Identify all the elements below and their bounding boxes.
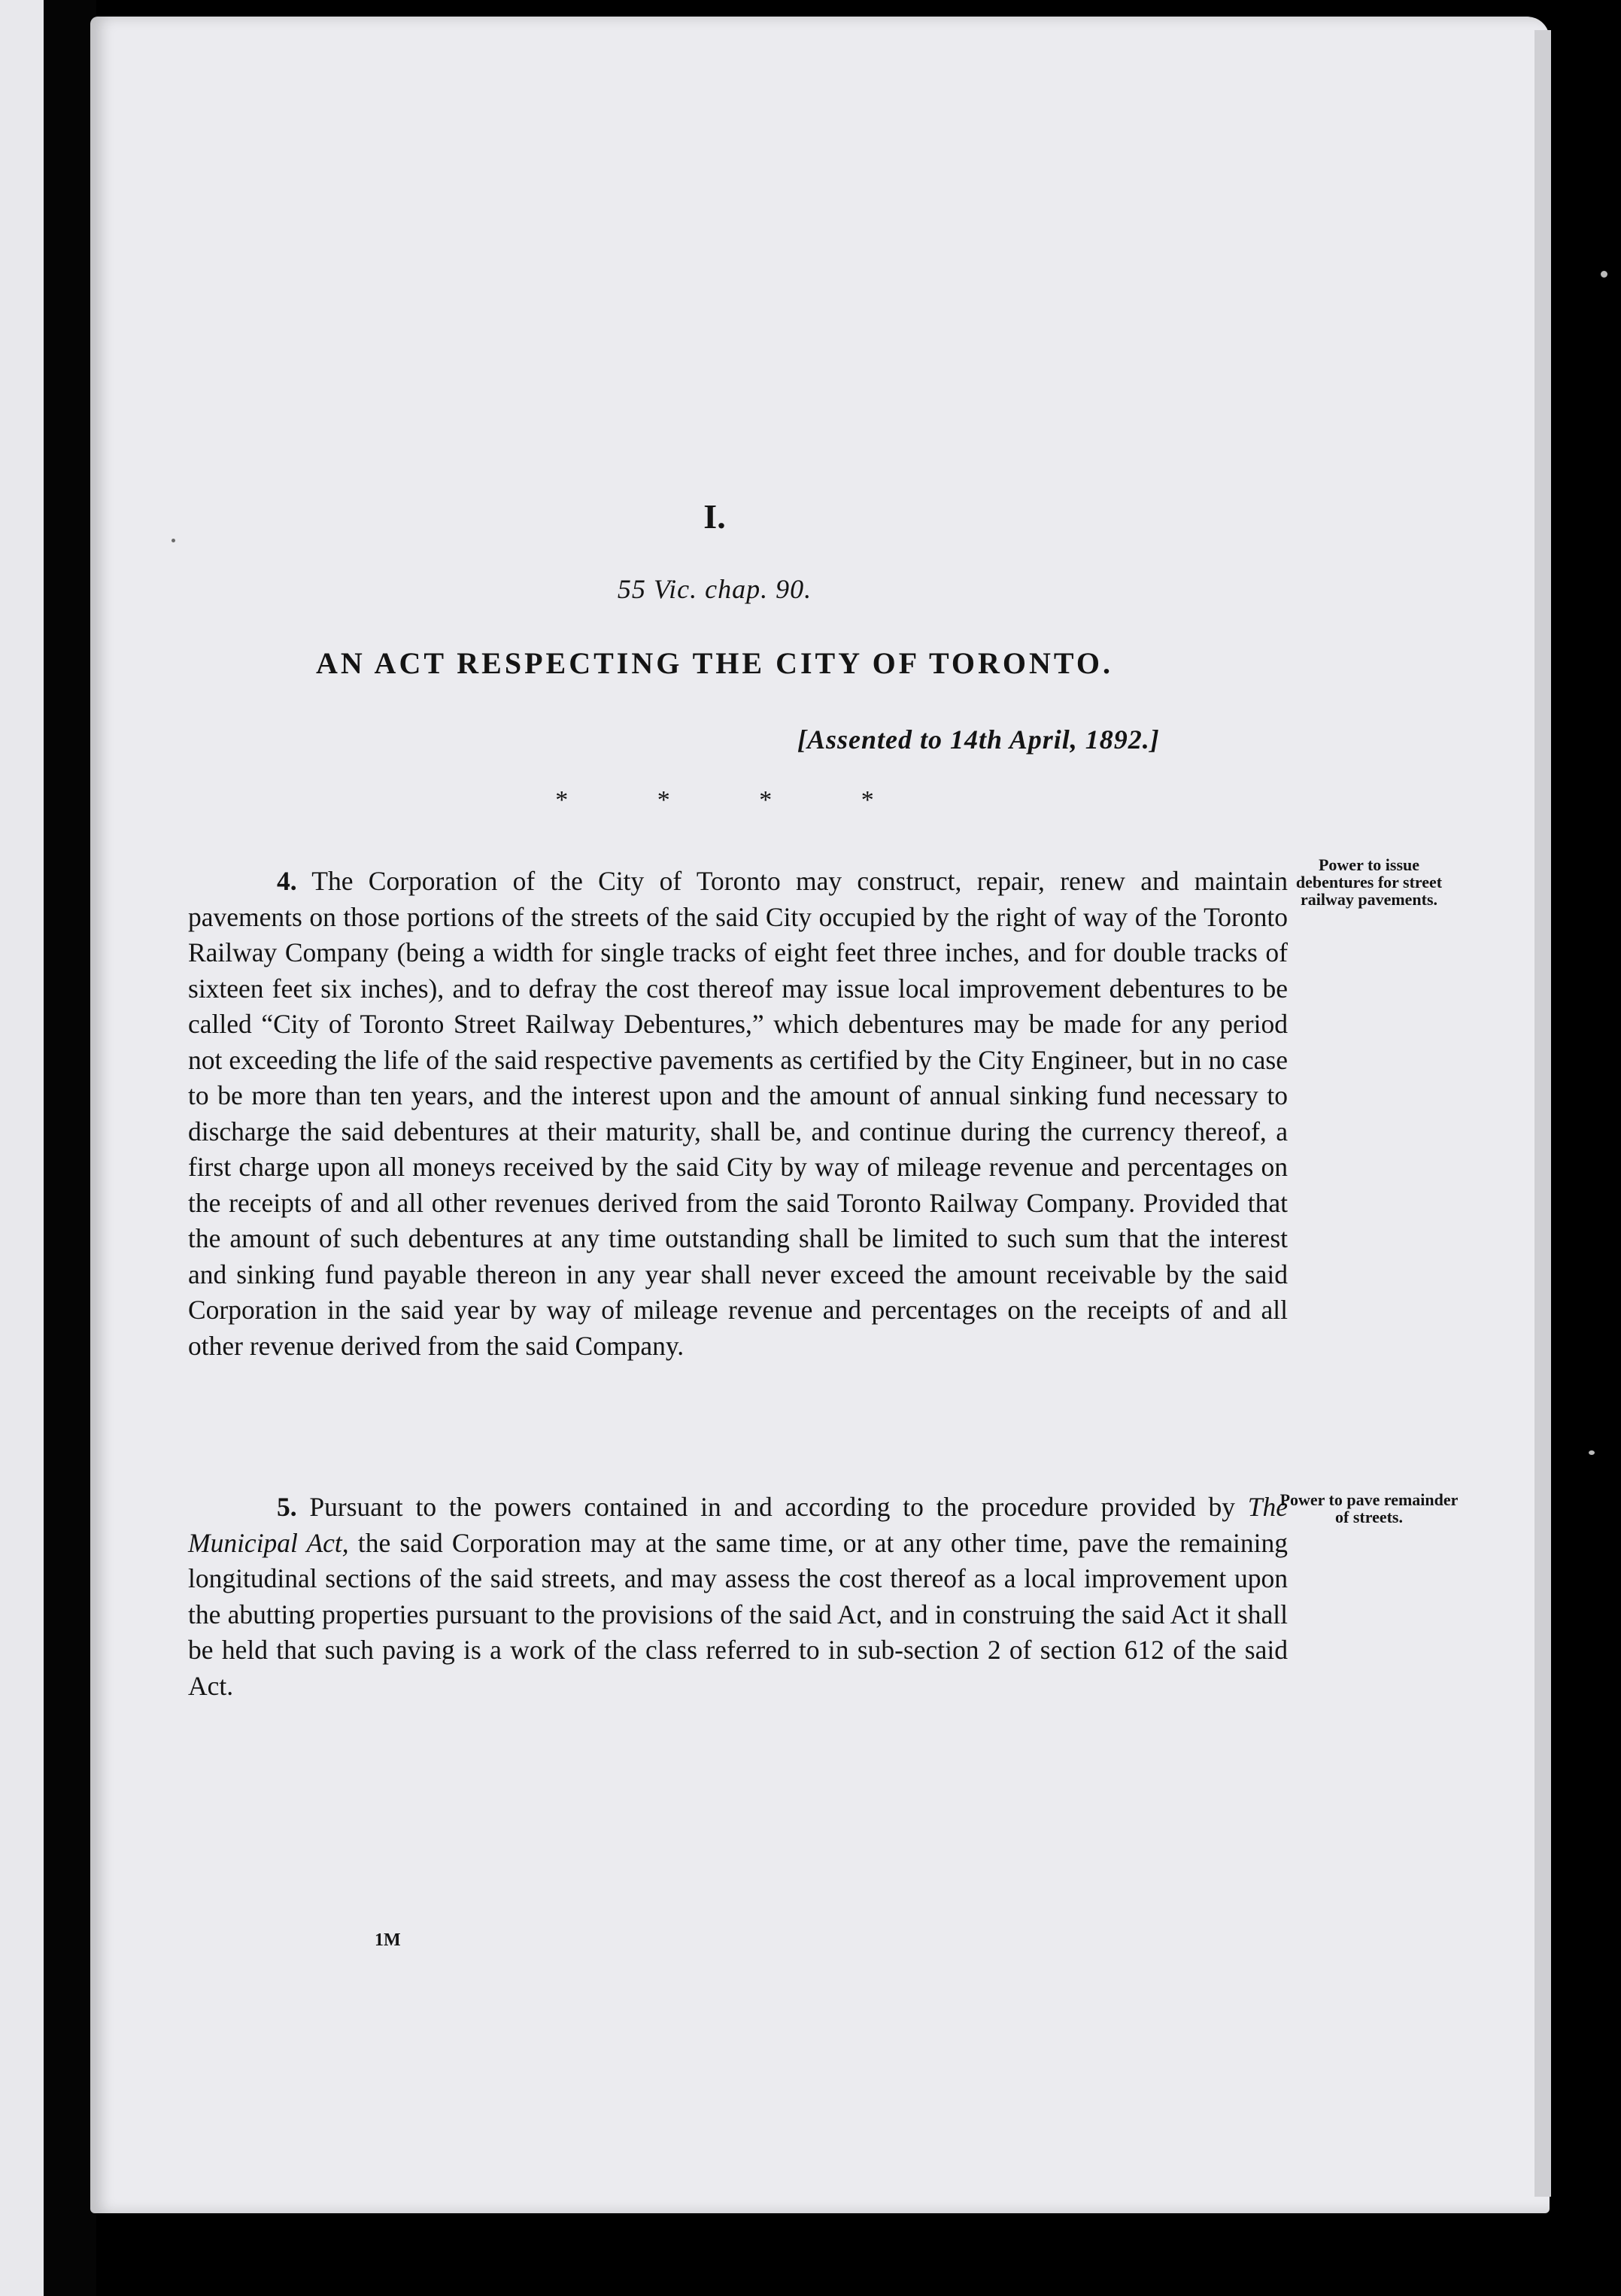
section-5-number: 5. bbox=[277, 1492, 297, 1522]
section-4-text: The Corporation of the City of Toronto may construct, repair, renew and maintain pavements on those portions of the streets of the said City occupied by the right of way of the Toronto Railway Company (being a width for single tracks of eight feet three inches, and for double tracks of sixteen feet six inches), and to defray the cost thereof may issue local improvement debentures to be called “City of Toronto Street Railway Debentures,” which debentures may be made for any period not exceeding the life of the said respective pavements as certified by the City Engineer, but in no case to be more than ten years, and the interest upon and the amount of annual sinking fund necessary to discharge the said debentures at their maturity, shall be, and continue during the currency thereof, a first charge upon all moneys received by the said City by way of mileage revenue and percentages on the receipts of and all other revenues derived from the said Toronto Railway Company. Provided that the amount of such debentures at any time outstanding shall be limited to such sum that the interest and sinking fund payable thereon in any year shall never exceed the amount receivable by the said Corporation in the said year by way of mileage revenue and percentages on the receipts of and all other revenue derived from the said Company. bbox=[188, 866, 1289, 1361]
page-edge bbox=[1534, 30, 1551, 2197]
signature-mark: 1M bbox=[375, 1930, 401, 1950]
scan-speck bbox=[1589, 1450, 1595, 1455]
assent-date: [Assented to 14th April, 1892.] bbox=[797, 724, 1160, 755]
chapter-reference: 55 Vic. chap. 90. bbox=[617, 574, 812, 604]
book-spine-shadow bbox=[44, 0, 96, 2296]
omission-stars: * * * * bbox=[555, 786, 874, 814]
section-number: I. bbox=[703, 497, 726, 536]
section-5-text-after: the said Corporation may at the same time, or at any other time, pave the remaining longitudinal sections of the said streets, and may assess the cost thereof as a local improvement upon the abutting properties pursuant to the provisions of the said Act, and in construing the said Act it shall be held that such paving is a work of the class referred to in sub-section 2 of section 612 of the said Act. bbox=[188, 1527, 1289, 1701]
municipal-act-title: The Municipal Act, bbox=[188, 1492, 1289, 1558]
section-4-paragraph bbox=[188, 864, 1288, 1364]
section-5-margin-note: Power to pave remainder of streets. bbox=[1279, 1490, 1459, 1526]
scan-speck bbox=[1601, 271, 1607, 278]
act-title: AN ACT RESPECTING THE CITY OF TORONTO. bbox=[315, 646, 1113, 680]
adjacent-page-sliver bbox=[0, 0, 44, 2296]
section-4-number: 4. bbox=[277, 866, 297, 896]
scan-speck bbox=[172, 539, 175, 542]
section-5-text-before: Pursuant to the powers contained in and according to the procedure provided by bbox=[309, 1492, 1235, 1522]
section-5-paragraph bbox=[188, 1490, 1288, 1704]
section-4-margin-note: Power to issue debentures for street railway pavements. bbox=[1295, 855, 1443, 909]
